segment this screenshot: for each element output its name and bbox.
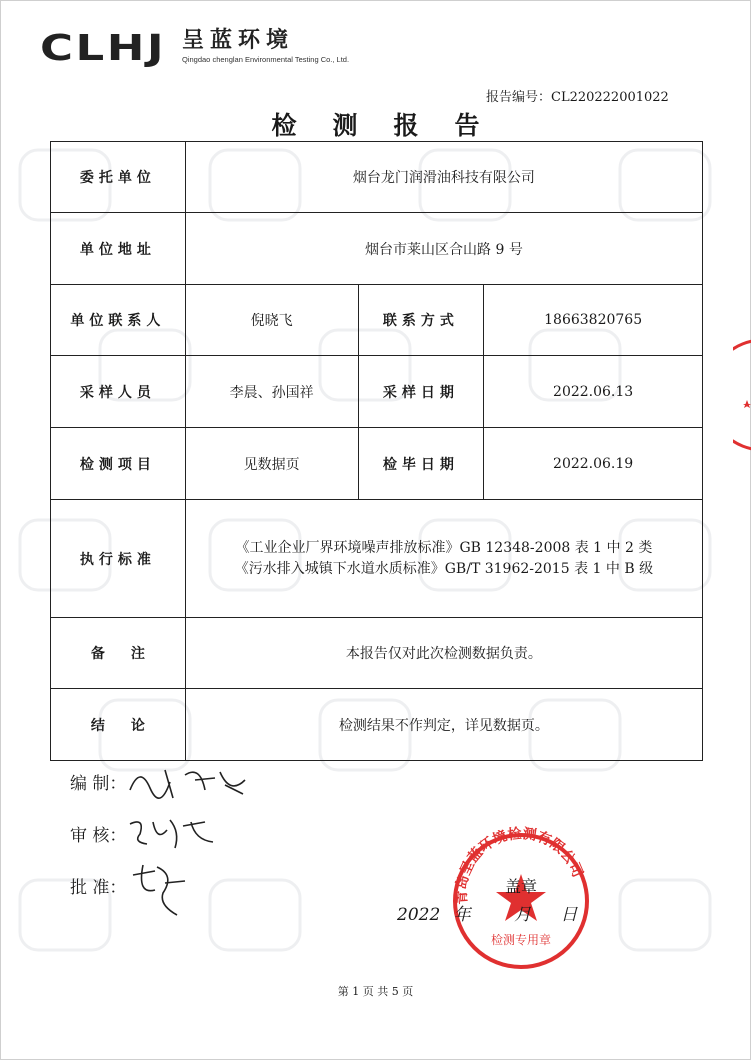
company-logo: [40, 28, 350, 69]
completion-date-label: 检毕日期: [358, 428, 484, 500]
table-row: [51, 689, 703, 761]
report-number: 报告编号：CL220222001022: [486, 90, 669, 105]
company-name-cn: 呈蓝环境: [182, 28, 295, 53]
reviewer-signature: [125, 812, 225, 857]
contact-method-label: 联系方式: [358, 285, 484, 356]
table-row: [51, 213, 703, 285]
issue-date: [397, 900, 577, 925]
remark-value: 本报告仅对此次检测数据负责。: [185, 618, 702, 689]
page-footer: 第 1 页 共 5 页: [337, 985, 414, 998]
report-title: 检测报告: [271, 111, 516, 140]
standard-label: 执行标准: [51, 500, 186, 618]
seal-text: 青岛呈蓝环境检测有限公司: [453, 826, 586, 905]
seal-label: 盖章: [505, 877, 538, 896]
approver-signature: [125, 855, 205, 925]
reviewer-label: 审 核：: [70, 826, 127, 846]
table-row: [51, 142, 703, 213]
conclusion-value: 检测结果不作判定，详见数据页。: [185, 689, 702, 761]
conclusion-label: 结论: [51, 689, 186, 761]
contact-method-value: 18663820765: [484, 285, 703, 356]
date-month-char: 月: [514, 905, 532, 925]
report-info-table: [50, 141, 703, 761]
date-year: 2022: [397, 905, 441, 925]
standard-line-2: 《污水排入城镇下水道水质标准》GB/T 31962-2015 表 1 中 B 级: [234, 560, 654, 577]
table-row: [51, 356, 703, 428]
table-row: [51, 428, 703, 500]
company-name-en: Qingdao chenglan Environmental Testing Co., Ltd.: [182, 55, 350, 64]
editor-signature: [125, 760, 255, 805]
seal-subtext: 检测专用章: [490, 933, 552, 947]
remark-label: 备注: [51, 618, 186, 689]
client-value: 烟台龙门润滑油科技有限公司: [185, 142, 702, 213]
table-row: [51, 500, 703, 618]
sampler-label: 采样人员: [51, 356, 186, 428]
contact-label: 单位联系人: [51, 285, 186, 356]
address-label: 单位地址: [51, 213, 186, 285]
client-label: 委托单位: [51, 142, 186, 213]
sampling-date-label: 采样日期: [358, 356, 484, 428]
sampling-date-value: 2022.06.13: [484, 356, 703, 428]
side-seal-fragment: [733, 330, 751, 460]
date-day-char: 日: [560, 905, 578, 925]
address-value: 烟台市莱山区合山路 9 号: [185, 213, 702, 285]
approver-label: 批 准：: [70, 878, 127, 898]
sampler-value: 李晨、孙国祥: [185, 356, 358, 428]
contact-value: 倪晓飞: [185, 285, 358, 356]
date-year-char: 年: [453, 905, 471, 925]
standard-line-1: 《工业企业厂界环境噪声排放标准》GB 12348-2008 表 1 中 2 类: [235, 539, 653, 556]
test-item-label: 检测项目: [51, 428, 186, 500]
completion-date-value: 2022.06.19: [484, 428, 703, 500]
table-row: [51, 285, 703, 356]
test-item-value: 见数据页: [185, 428, 358, 500]
editor-label: 编 制：: [70, 774, 127, 794]
standard-value: [185, 500, 702, 618]
logo-mark: CLHJ: [40, 28, 167, 69]
table-row: [51, 618, 703, 689]
